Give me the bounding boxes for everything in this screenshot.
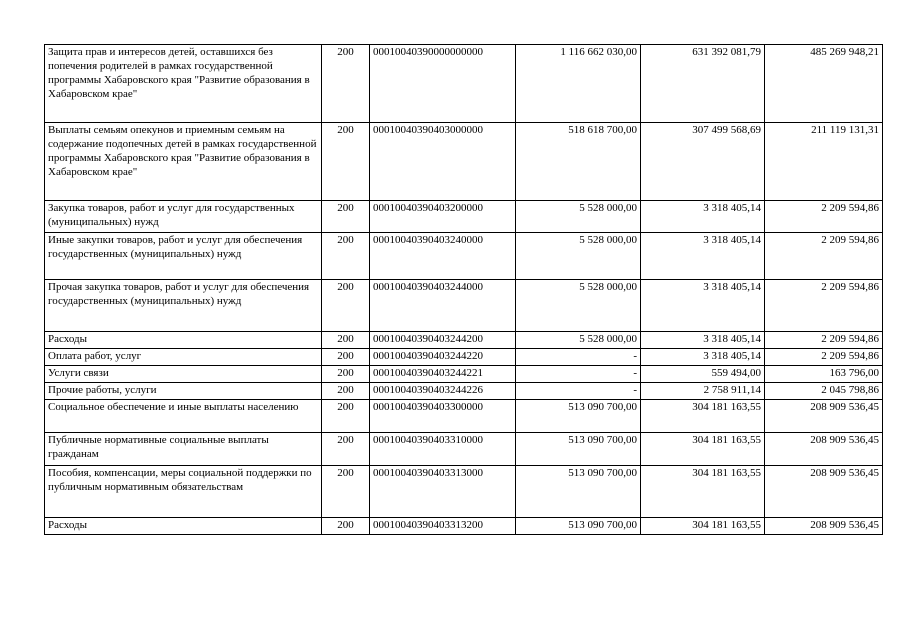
row-executed-amount: 304 181 163,55 bbox=[641, 433, 765, 466]
row-unexecuted-amount: 208 909 536,45 bbox=[765, 433, 883, 466]
row-unexecuted-amount: 485 269 948,21 bbox=[765, 45, 883, 123]
row-executed-amount: 559 494,00 bbox=[641, 366, 765, 383]
row-approved-amount: 5 528 000,00 bbox=[516, 280, 641, 332]
row-unexecuted-amount: 211 119 131,31 bbox=[765, 123, 883, 201]
table-row bbox=[45, 466, 883, 518]
row-budget-classification-code: 00010040390403000000 bbox=[370, 123, 516, 201]
table-row bbox=[45, 201, 883, 233]
row-executed-amount: 3 318 405,14 bbox=[641, 349, 765, 366]
budget-execution-table bbox=[44, 44, 883, 535]
row-approved-amount: - bbox=[516, 366, 641, 383]
row-budget-classification-code: 00010040390000000000 bbox=[370, 45, 516, 123]
row-approved-amount: 1 116 662 030,00 bbox=[516, 45, 641, 123]
row-executed-amount: 3 318 405,14 bbox=[641, 332, 765, 349]
row-unexecuted-amount: 208 909 536,45 bbox=[765, 466, 883, 518]
row-budget-classification-code: 00010040390403244000 bbox=[370, 280, 516, 332]
row-executed-amount: 3 318 405,14 bbox=[641, 201, 765, 233]
row-executed-amount: 304 181 163,55 bbox=[641, 400, 765, 433]
row-line-code: 200 bbox=[322, 280, 370, 332]
row-budget-classification-code: 00010040390403244221 bbox=[370, 366, 516, 383]
row-line-code: 200 bbox=[322, 433, 370, 466]
row-line-code: 200 bbox=[322, 349, 370, 366]
row-budget-classification-code: 00010040390403313200 bbox=[370, 518, 516, 535]
row-unexecuted-amount: 208 909 536,45 bbox=[765, 518, 883, 535]
row-budget-classification-code: 00010040390403310000 bbox=[370, 433, 516, 466]
row-name: Прочая закупка товаров, работ и услуг для обеспечения государственных (муниципальных) нужд bbox=[45, 280, 322, 332]
row-name: Прочие работы, услуги bbox=[45, 383, 322, 400]
row-unexecuted-amount: 163 796,00 bbox=[765, 366, 883, 383]
row-line-code: 200 bbox=[322, 400, 370, 433]
table-row bbox=[45, 233, 883, 280]
row-executed-amount: 631 392 081,79 bbox=[641, 45, 765, 123]
row-unexecuted-amount: 2 209 594,86 bbox=[765, 332, 883, 349]
row-name: Закупка товаров, работ и услуг для государственных (муниципальных) нужд bbox=[45, 201, 322, 233]
row-executed-amount: 3 318 405,14 bbox=[641, 280, 765, 332]
row-name: Выплаты семьям опекунов и приемным семьям на содержание подопечных детей в рамках государственной программы Хабаровского края "Развитие образования в Хабаровском крае" bbox=[45, 123, 322, 201]
table-row bbox=[45, 45, 883, 123]
row-executed-amount: 307 499 568,69 bbox=[641, 123, 765, 201]
row-line-code: 200 bbox=[322, 123, 370, 201]
row-unexecuted-amount: 2 209 594,86 bbox=[765, 280, 883, 332]
row-approved-amount: 518 618 700,00 bbox=[516, 123, 641, 201]
row-budget-classification-code: 00010040390403240000 bbox=[370, 233, 516, 280]
row-name: Публичные нормативные социальные выплаты гражданам bbox=[45, 433, 322, 466]
row-budget-classification-code: 00010040390403244226 bbox=[370, 383, 516, 400]
row-line-code: 200 bbox=[322, 383, 370, 400]
table-row bbox=[45, 518, 883, 535]
row-budget-classification-code: 00010040390403244220 bbox=[370, 349, 516, 366]
row-name: Оплата работ, услуг bbox=[45, 349, 322, 366]
row-line-code: 200 bbox=[322, 518, 370, 535]
row-budget-classification-code: 00010040390403200000 bbox=[370, 201, 516, 233]
row-executed-amount: 304 181 163,55 bbox=[641, 518, 765, 535]
row-executed-amount: 3 318 405,14 bbox=[641, 233, 765, 280]
table-row bbox=[45, 332, 883, 349]
row-budget-classification-code: 00010040390403300000 bbox=[370, 400, 516, 433]
table-row bbox=[45, 433, 883, 466]
table-row bbox=[45, 400, 883, 433]
row-line-code: 200 bbox=[322, 233, 370, 280]
row-approved-amount: - bbox=[516, 383, 641, 400]
row-line-code: 200 bbox=[322, 466, 370, 518]
table-row bbox=[45, 123, 883, 201]
row-approved-amount: 513 090 700,00 bbox=[516, 400, 641, 433]
row-approved-amount: 5 528 000,00 bbox=[516, 233, 641, 280]
row-unexecuted-amount: 208 909 536,45 bbox=[765, 400, 883, 433]
row-line-code: 200 bbox=[322, 45, 370, 123]
row-executed-amount: 2 758 911,14 bbox=[641, 383, 765, 400]
table-row bbox=[45, 280, 883, 332]
row-unexecuted-amount: 2 209 594,86 bbox=[765, 201, 883, 233]
row-approved-amount: - bbox=[516, 349, 641, 366]
row-unexecuted-amount: 2 209 594,86 bbox=[765, 349, 883, 366]
row-name: Расходы bbox=[45, 332, 322, 349]
table-row bbox=[45, 349, 883, 366]
row-executed-amount: 304 181 163,55 bbox=[641, 466, 765, 518]
table-row bbox=[45, 366, 883, 383]
row-approved-amount: 513 090 700,00 bbox=[516, 466, 641, 518]
row-name: Расходы bbox=[45, 518, 322, 535]
row-line-code: 200 bbox=[322, 366, 370, 383]
row-approved-amount: 5 528 000,00 bbox=[516, 201, 641, 233]
row-approved-amount: 5 528 000,00 bbox=[516, 332, 641, 349]
row-approved-amount: 513 090 700,00 bbox=[516, 518, 641, 535]
row-budget-classification-code: 00010040390403313000 bbox=[370, 466, 516, 518]
row-approved-amount: 513 090 700,00 bbox=[516, 433, 641, 466]
row-line-code: 200 bbox=[322, 332, 370, 349]
row-name: Иные закупки товаров, работ и услуг для обеспечения государственных (муниципальных) нужд bbox=[45, 233, 322, 280]
row-name: Пособия, компенсации, меры социальной поддержки по публичным нормативным обязательствам bbox=[45, 466, 322, 518]
row-unexecuted-amount: 2 209 594,86 bbox=[765, 233, 883, 280]
row-name: Социальное обеспечение и иные выплаты населению bbox=[45, 400, 322, 433]
row-line-code: 200 bbox=[322, 201, 370, 233]
table-row bbox=[45, 383, 883, 400]
row-name: Защита прав и интересов детей, оставшихся без попечения родителей в рамках государственной программы Хабаровского края "Развитие образования в Хабаровском крае" bbox=[45, 45, 322, 123]
row-name: Услуги связи bbox=[45, 366, 322, 383]
row-budget-classification-code: 00010040390403244200 bbox=[370, 332, 516, 349]
row-unexecuted-amount: 2 045 798,86 bbox=[765, 383, 883, 400]
